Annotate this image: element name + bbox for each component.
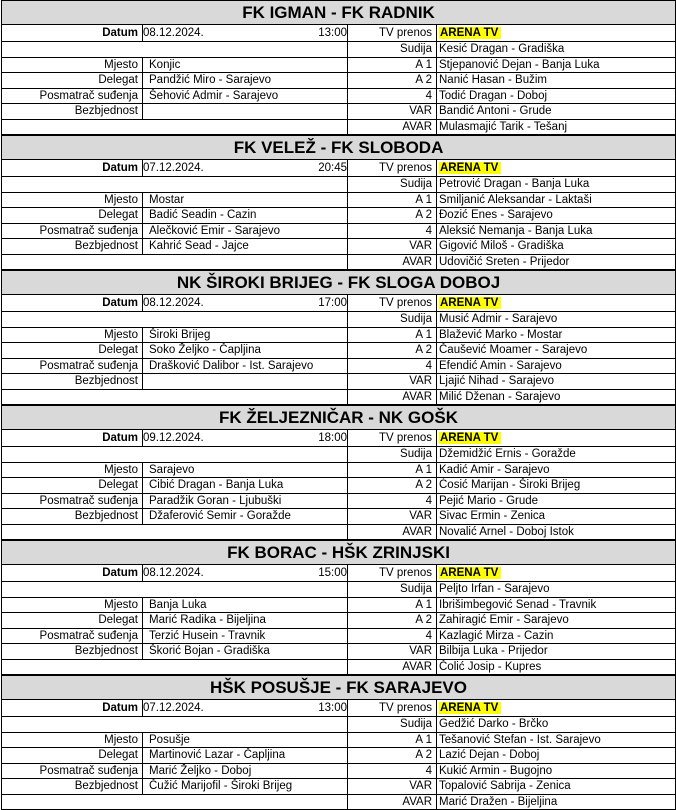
var-value: Bilbija Luka - Prijedor (437, 644, 676, 660)
mjesto-label: Mjesto (2, 462, 143, 478)
a1-value: Kadić Amir - Sarajevo (437, 462, 676, 478)
match-time: 13:00 (318, 26, 347, 39)
match-title: NK ŠIROKI BRIJEG - FK SLOGA DOBOJ (2, 271, 676, 295)
mjesto-row (2, 597, 676, 613)
a2-value: Lazić Dejan - Doboj (437, 748, 676, 764)
posmatrac-row (2, 223, 676, 239)
tv-label: TV prenos (348, 295, 437, 312)
a2-value: Nanić Hasan - Bužim (437, 73, 676, 89)
fourth-official-value: Todić Dragan - Doboj (437, 88, 676, 104)
bezbjednost-row (2, 644, 676, 660)
a1-label: A 1 (348, 597, 437, 613)
date-time-cell (143, 295, 348, 312)
delegat-row (2, 748, 676, 764)
posmatrac-label: Posmatrač suđenja (2, 88, 143, 104)
delegat-row (2, 478, 676, 494)
delegat-label: Delegat (2, 343, 143, 359)
bezbjednost-value: Čužić Marijofil - Široki Brijeg (143, 779, 348, 795)
avar-label: AVAR (348, 659, 437, 675)
posmatrac-label: Posmatrač suđenja (2, 628, 143, 644)
datum-label: Datum (2, 430, 143, 447)
delegat-row (2, 73, 676, 89)
bezbjednost-row (2, 374, 676, 390)
bezbjednost-label: Bezbjednost (2, 644, 143, 660)
tv-label: TV prenos (348, 430, 437, 447)
empty-cell (143, 524, 348, 540)
a1-value: Ibrišimbegović Senad - Travnik (437, 597, 676, 613)
fourth-official-value: Kazlagić Mirza - Cazin (437, 628, 676, 644)
match-title: FK ŽELJEZNIČAR - NK GOŠK (2, 406, 676, 430)
bezbjednost-row (2, 779, 676, 795)
date-time-cell (143, 700, 348, 717)
delegat-row (2, 208, 676, 224)
bezbjednost-value (143, 374, 348, 390)
fourth-official-value: Pejić Mario - Grude (437, 493, 676, 509)
sudija-label: Sudija (348, 447, 437, 463)
sudija-row (2, 582, 676, 598)
delegat-value: Cibić Dragan - Banja Luka (143, 478, 348, 494)
match-date: 08.12.2024. (143, 296, 204, 309)
match-date: 08.12.2024. (143, 26, 204, 39)
empty-cell (143, 312, 348, 328)
var-label: VAR (348, 509, 437, 525)
fourth-official-label: 4 (348, 223, 437, 239)
tv-value: ARENA TV (437, 700, 676, 717)
sudija-label: Sudija (348, 42, 437, 58)
a1-label: A 1 (348, 462, 437, 478)
match-time: 17:00 (318, 296, 347, 309)
a1-value: Smiljanić Aleksandar - Laktaši (437, 192, 676, 208)
empty-cell (143, 119, 348, 135)
a2-value: Čaušević Moamer - Sarajevo (437, 343, 676, 359)
match-block (1, 675, 676, 810)
match-date-row (2, 160, 676, 177)
match-time: 18:00 (318, 431, 347, 444)
mjesto-label: Mjesto (2, 327, 143, 343)
sudija-value: Kesić Dragan - Gradiška (437, 42, 676, 58)
posmatrac-row (2, 358, 676, 374)
empty-cell (2, 389, 143, 405)
empty-cell (143, 794, 348, 810)
match-title-row (2, 136, 676, 160)
delegat-label: Delegat (2, 613, 143, 629)
match-title-row (2, 541, 676, 565)
posmatrac-row (2, 493, 676, 509)
avar-value: Novalić Arnel - Doboj Istok (437, 524, 676, 540)
match-block (1, 0, 676, 135)
match-block (1, 270, 676, 405)
a1-value: Blažević Marko - Mostar (437, 327, 676, 343)
a2-label: A 2 (348, 613, 437, 629)
match-time: 13:00 (318, 701, 347, 714)
date-time-cell (143, 25, 348, 42)
posmatrac-value: Alečković Emir - Sarajevo (143, 223, 348, 239)
sudija-value: Gedžić Darko - Brčko (437, 717, 676, 733)
match-title: FK BORAC - HŠK ZRINJSKI (2, 541, 676, 565)
match-title: FK IGMAN - FK RADNIK (2, 1, 676, 25)
bezbjednost-label: Bezbjednost (2, 779, 143, 795)
match-date-row (2, 430, 676, 447)
a1-label: A 1 (348, 57, 437, 73)
bezbjednost-label: Bezbjednost (2, 509, 143, 525)
empty-cell (2, 524, 143, 540)
empty-cell (2, 312, 143, 328)
bezbjednost-row (2, 239, 676, 255)
match-date: 07.12.2024. (143, 701, 204, 714)
match-date-row (2, 25, 676, 42)
avar-label: AVAR (348, 254, 437, 270)
var-label: VAR (348, 104, 437, 120)
fourth-official-label: 4 (348, 628, 437, 644)
a2-label: A 2 (348, 208, 437, 224)
empty-cell (143, 582, 348, 598)
sudija-value: Peljto Irfan - Sarajevo (437, 582, 676, 598)
empty-cell (143, 42, 348, 58)
var-label: VAR (348, 779, 437, 795)
mjesto-row (2, 327, 676, 343)
datum-label: Datum (2, 565, 143, 582)
mjesto-row (2, 732, 676, 748)
delegat-value: Pandžić Miro - Sarajevo (143, 73, 348, 89)
posmatrac-row (2, 88, 676, 104)
fourth-official-label: 4 (348, 88, 437, 104)
datum-label: Datum (2, 700, 143, 717)
tv-value: ARENA TV (437, 295, 676, 312)
delegat-value: Martinović Lazar - Čapljina (143, 748, 348, 764)
avar-row (2, 794, 676, 810)
mjesto-row (2, 462, 676, 478)
bezbjednost-label: Bezbjednost (2, 104, 143, 120)
match-date-row (2, 700, 676, 717)
mjesto-value: Mostar (143, 192, 348, 208)
avar-label: AVAR (348, 389, 437, 405)
empty-cell (143, 717, 348, 733)
empty-cell (143, 177, 348, 193)
tv-label: TV prenos (348, 700, 437, 717)
sudija-value: Musić Admir - Sarajevo (437, 312, 676, 328)
mjesto-value: Banja Luka (143, 597, 348, 613)
a1-value: Tešanović Stefan - Ist. Sarajevo (437, 732, 676, 748)
match-block (1, 135, 676, 270)
bezbjednost-value: Džaferović Semir - Goražde (143, 509, 348, 525)
empty-cell (2, 717, 143, 733)
var-value: Sivac Ermin - Zenica (437, 509, 676, 525)
posmatrac-value: Drašković Dalibor - Ist. Sarajevo (143, 358, 348, 374)
empty-cell (2, 177, 143, 193)
delegat-label: Delegat (2, 73, 143, 89)
var-value: Bandić Antoni - Grude (437, 104, 676, 120)
tv-label: TV prenos (348, 160, 437, 177)
posmatrac-value: Paradžik Goran - Ljubuški (143, 493, 348, 509)
posmatrac-label: Posmatrač suđenja (2, 493, 143, 509)
sudija-value: Petrović Dragan - Banja Luka (437, 177, 676, 193)
empty-cell (2, 659, 143, 675)
avar-label: AVAR (348, 794, 437, 810)
empty-cell (143, 254, 348, 270)
match-date: 09.12.2024. (143, 431, 204, 444)
posmatrac-label: Posmatrač suđenja (2, 223, 143, 239)
a2-label: A 2 (348, 478, 437, 494)
posmatrac-value: Terzić Husein - Travnik (143, 628, 348, 644)
delegat-value: Soko Željko - Čapljina (143, 343, 348, 359)
a1-label: A 1 (348, 192, 437, 208)
match-date: 08.12.2024. (143, 566, 204, 579)
fourth-official-value: Kukić Armin - Bugojno (437, 763, 676, 779)
a2-label: A 2 (348, 73, 437, 89)
var-label: VAR (348, 374, 437, 390)
match-title-row (2, 271, 676, 295)
tv-value: ARENA TV (437, 565, 676, 582)
posmatrac-row (2, 763, 676, 779)
delegat-value: Marić Radika - Bijeljina (143, 613, 348, 629)
empty-cell (2, 582, 143, 598)
tv-value: ARENA TV (437, 160, 676, 177)
sudija-label: Sudija (348, 717, 437, 733)
avar-row (2, 254, 676, 270)
sudija-value: Džemidžić Ernis - Goražde (437, 447, 676, 463)
sudija-label: Sudija (348, 312, 437, 328)
sudija-row (2, 312, 676, 328)
delegat-label: Delegat (2, 208, 143, 224)
empty-cell (143, 659, 348, 675)
var-value: Gigović Miloš - Gradiška (437, 239, 676, 255)
date-time-cell (143, 430, 348, 447)
match-title: FK VELEŽ - FK SLOBODA (2, 136, 676, 160)
empty-cell (2, 794, 143, 810)
fourth-official-label: 4 (348, 493, 437, 509)
delegat-row (2, 343, 676, 359)
schedule-sheet (1, 0, 675, 810)
avar-label: AVAR (348, 524, 437, 540)
bezbjednost-value: Škorić Bojan - Gradiška (143, 644, 348, 660)
empty-cell (2, 42, 143, 58)
a2-value: Ćosić Marijan - Široki Brijeg (437, 478, 676, 494)
avar-value: Čolić Josip - Kupres (437, 659, 676, 675)
a1-label: A 1 (348, 732, 437, 748)
mjesto-label: Mjesto (2, 192, 143, 208)
mjesto-value: Konjic (143, 57, 348, 73)
a1-label: A 1 (348, 327, 437, 343)
mjesto-value: Sarajevo (143, 462, 348, 478)
avar-label: AVAR (348, 119, 437, 135)
var-label: VAR (348, 644, 437, 660)
datum-label: Datum (2, 25, 143, 42)
match-date-row (2, 565, 676, 582)
mjesto-value: Posušje (143, 732, 348, 748)
bezbjednost-value (143, 104, 348, 120)
bezbjednost-label: Bezbjednost (2, 374, 143, 390)
mjesto-row (2, 192, 676, 208)
match-title-row (2, 676, 676, 700)
delegat-label: Delegat (2, 478, 143, 494)
bezbjednost-row (2, 104, 676, 120)
delegat-row (2, 613, 676, 629)
fourth-official-label: 4 (348, 358, 437, 374)
empty-cell (2, 447, 143, 463)
mjesto-row (2, 57, 676, 73)
delegat-value: Badić Seadin - Cazin (143, 208, 348, 224)
empty-cell (143, 447, 348, 463)
match-time: 20:45 (318, 161, 347, 174)
match-time: 15:00 (318, 566, 347, 579)
avar-row (2, 659, 676, 675)
avar-value: Udovičić Sreten - Prijedor (437, 254, 676, 270)
match-title-row (2, 406, 676, 430)
posmatrac-label: Posmatrač suđenja (2, 358, 143, 374)
tv-value: ARENA TV (437, 430, 676, 447)
delegat-label: Delegat (2, 748, 143, 764)
bezbjednost-value: Kahrić Sead - Jajce (143, 239, 348, 255)
fourth-official-label: 4 (348, 763, 437, 779)
avar-row (2, 524, 676, 540)
avar-value: Milić Dženan - Sarajevo (437, 389, 676, 405)
posmatrac-label: Posmatrač suđenja (2, 763, 143, 779)
bezbjednost-row (2, 509, 676, 525)
a2-label: A 2 (348, 748, 437, 764)
mjesto-label: Mjesto (2, 597, 143, 613)
posmatrac-value: Šehović Admir - Sarajevo (143, 88, 348, 104)
empty-cell (2, 254, 143, 270)
tv-value: ARENA TV (437, 25, 676, 42)
datum-label: Datum (2, 295, 143, 312)
posmatrac-value: Marić Željko - Doboj (143, 763, 348, 779)
var-value: Topalović Sabrija - Zenica (437, 779, 676, 795)
match-block (1, 540, 676, 675)
a1-value: Stjepanović Dejan - Banja Luka (437, 57, 676, 73)
date-time-cell (143, 565, 348, 582)
datum-label: Datum (2, 160, 143, 177)
avar-row (2, 119, 676, 135)
mjesto-value: Široki Brijeg (143, 327, 348, 343)
match-title-row (2, 1, 676, 25)
a2-value: Zahiragić Emir - Sarajevo (437, 613, 676, 629)
a2-value: Đozić Enes - Sarajevo (437, 208, 676, 224)
tv-label: TV prenos (348, 565, 437, 582)
posmatrac-row (2, 628, 676, 644)
mjesto-label: Mjesto (2, 57, 143, 73)
match-date-row (2, 295, 676, 312)
avar-value: Mulasmajić Tarik - Tešanj (437, 119, 676, 135)
avar-row (2, 389, 676, 405)
match-title: HŠK POSUŠJE - FK SARAJEVO (2, 676, 676, 700)
date-time-cell (143, 160, 348, 177)
tv-label: TV prenos (348, 25, 437, 42)
sudija-label: Sudija (348, 582, 437, 598)
match-date: 07.12.2024. (143, 161, 204, 174)
sudija-row (2, 42, 676, 58)
avar-value: Marić Dražen - Bijeljina (437, 794, 676, 810)
mjesto-label: Mjesto (2, 732, 143, 748)
fourth-official-value: Aleksić Nemanja - Banja Luka (437, 223, 676, 239)
var-label: VAR (348, 239, 437, 255)
fourth-official-value: Efendić Amin - Sarajevo (437, 358, 676, 374)
empty-cell (2, 119, 143, 135)
sudija-row (2, 447, 676, 463)
a2-label: A 2 (348, 343, 437, 359)
sudija-row (2, 177, 676, 193)
sudija-label: Sudija (348, 177, 437, 193)
match-block (1, 405, 676, 540)
empty-cell (143, 389, 348, 405)
bezbjednost-label: Bezbjednost (2, 239, 143, 255)
sudija-row (2, 717, 676, 733)
var-value: Ljajić Nihad - Sarajevo (437, 374, 676, 390)
